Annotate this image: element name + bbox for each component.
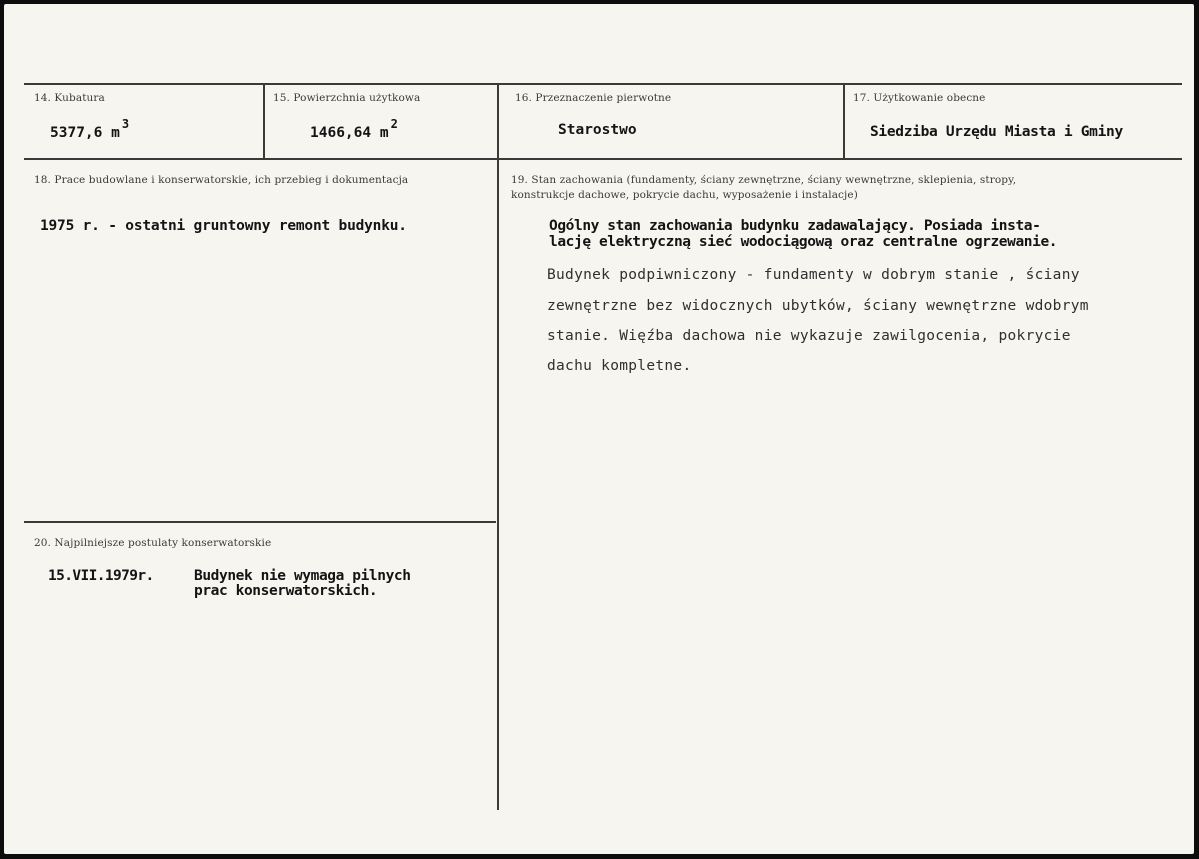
stan-bold-line1: Ogólny stan zachowania budynku zadawalający. Posiada insta- — [549, 218, 1041, 234]
col-divider-3 — [843, 83, 845, 159]
stan-line3: stanie. Więźba dachowa nie wykazuje zawilgocenia, pokrycie — [547, 328, 1071, 344]
prace-value: 1975 r. - ostatni gruntowny remont budynku. — [40, 218, 407, 234]
row1-bottom-rule — [24, 158, 1182, 160]
przeznaczenie-value: Starostwo — [558, 122, 637, 138]
prace-label: 18. Prace budowlane i konserwatorskie, ich przebieg i dokumentacja — [34, 174, 409, 186]
postulaty-label: 20. Najpilniejsze postulaty konserwatorskie — [34, 537, 272, 549]
stan-bold-line2: lację elektryczną sieć wodociągową oraz centralne ogrzewanie. — [549, 234, 1058, 250]
kubatura-unit-superscript: 3 — [121, 117, 130, 131]
stan-line1: Budynek podpiwniczony - fundamenty w dobrym stanie , ściany — [547, 267, 1080, 283]
col-divider-1 — [263, 83, 265, 159]
record-card — [4, 4, 1194, 854]
section-18-bottom-rule — [24, 521, 496, 523]
przeznaczenie-label: 16. Przeznaczenie pierwotne — [515, 92, 672, 104]
uzytkowanie-value: Siedziba Urzędu Miasta i Gminy — [870, 124, 1123, 140]
postulaty-date: 15.VII.1979r. — [48, 568, 154, 584]
powierzchnia-unit-superscript: 2 — [390, 117, 398, 131]
postulaty-text-line2: prac konserwatorskich. — [194, 583, 378, 599]
powierzchnia-value — [310, 117, 398, 141]
kubatura-label: 14. Kubatura — [34, 92, 105, 104]
uzytkowanie-label: 17. Użytkowanie obecne — [853, 92, 986, 104]
top-rule — [24, 83, 1182, 85]
stan-line2: zewnętrzne bez widocznych ubytków, ściany wewnętrzne wdobrym — [547, 298, 1089, 314]
kubatura-value — [50, 117, 129, 141]
postulaty-text-line1: Budynek nie wymaga pilnych — [194, 568, 411, 584]
kubatura-number: 5377,6 m — [50, 125, 120, 141]
stan-line4: dachu kompletne. — [547, 358, 692, 374]
powierzchnia-label: 15. Powierzchnia użytkowa — [273, 92, 421, 104]
stan-label-line2: konstrukcje dachowe, pokrycie dachu, wyposażenie i instalacje) — [511, 189, 858, 201]
col-divider-2 — [497, 83, 499, 810]
stan-label-line1: 19. Stan zachowania (fundamenty, ściany zewnętrzne, ściany wewnętrzne, sklepienia, stropy, — [511, 174, 1017, 186]
powierzchnia-number: 1466,64 m — [310, 125, 389, 141]
